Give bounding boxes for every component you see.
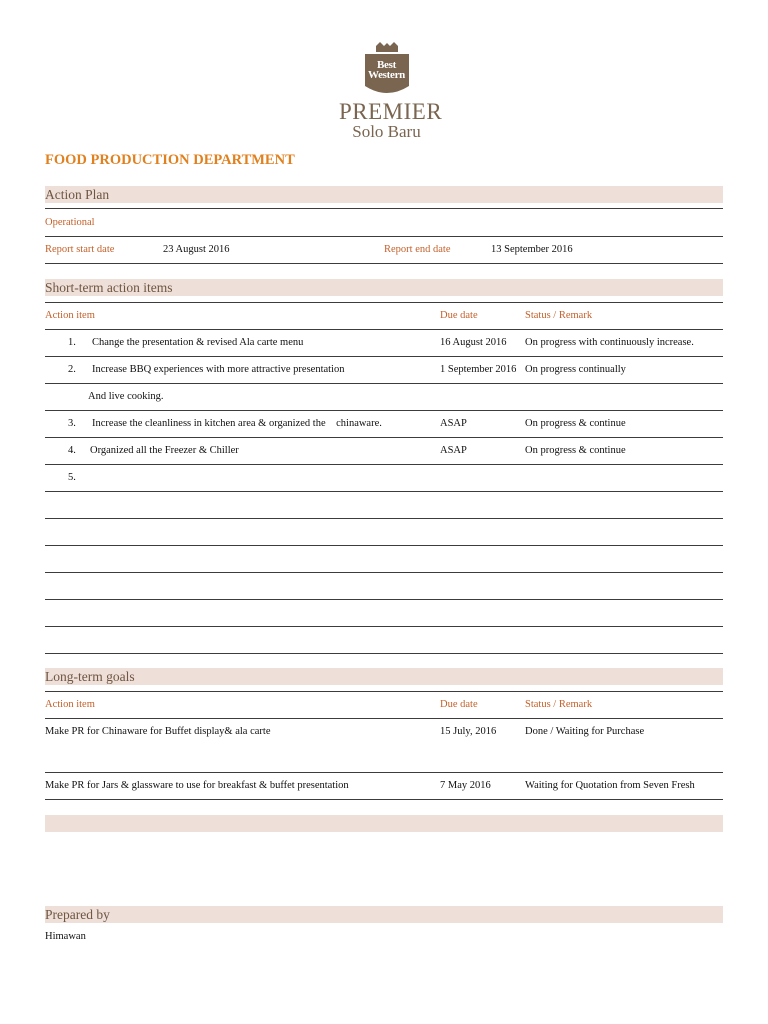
crest-line-1: Best: [377, 59, 396, 71]
report-end-label: Report end date: [384, 244, 451, 255]
long-term-col-due: Due date: [440, 699, 478, 710]
short-term-col-item: Action item: [45, 310, 95, 321]
short-term-row-num: 3.: [68, 418, 76, 429]
hotel-logo: [339, 42, 443, 141]
divider: [45, 599, 723, 600]
divider: [45, 653, 723, 654]
divider: [45, 263, 723, 264]
divider: [45, 799, 723, 800]
divider: [45, 383, 723, 384]
plan-type-label: Operational: [45, 217, 95, 228]
crest-line-2: Western: [367, 69, 405, 81]
short-term-row-num: 5.: [68, 472, 76, 483]
short-term-row-item: Increase BBQ experiences with more attractive presentation: [92, 364, 345, 375]
report-end-value: 13 September 2016: [491, 244, 573, 255]
long-term-row-due: 7 May 2016: [440, 780, 491, 791]
crest-icon: [362, 42, 412, 98]
divider: [45, 208, 723, 209]
section-prepared-by: Prepared by: [45, 906, 723, 923]
short-term-row-item: And live cooking.: [88, 391, 164, 402]
long-term-col-status: Status / Remark: [525, 699, 593, 710]
long-term-row-due: 15 July, 2016: [440, 726, 497, 737]
divider: [45, 545, 723, 546]
short-term-row-due: 1 September 2016: [440, 364, 517, 375]
long-term-row-item: Make PR for Jars & glassware to use for breakfast & buffet presentation: [45, 780, 349, 791]
report-start-value: 23 August 2016: [163, 244, 230, 255]
short-term-row-item: Organized all the Freezer & Chiller: [90, 445, 239, 456]
long-term-row-status: Done / Waiting for Purchase: [525, 726, 645, 737]
divider: [45, 691, 723, 692]
long-term-row-item: Make PR for Chinaware for Buffet display& ala carte: [45, 726, 271, 737]
divider: [45, 329, 723, 330]
divider: [45, 572, 723, 573]
brand-location: Solo Baru: [352, 122, 421, 141]
brand-name: PREMIER: [339, 99, 443, 124]
long-term-col-item: Action item: [45, 699, 95, 710]
short-term-row-num: 4.: [68, 445, 76, 456]
divider: [45, 437, 723, 438]
department-title: FOOD PRODUCTION DEPARTMENT: [45, 152, 295, 168]
short-term-row-status: On progress & continue: [525, 445, 626, 456]
preparer-name: Himawan: [45, 931, 86, 942]
short-term-row-item: Increase the cleanliness in kitchen area & organized the chinaware.: [92, 418, 382, 429]
short-term-row-due: ASAP: [440, 418, 467, 429]
short-term-col-status: Status / Remark: [525, 310, 593, 321]
divider: [45, 464, 723, 465]
short-term-row-due: 16 August 2016: [440, 337, 507, 348]
short-term-row-item: Change the presentation & revised Ala carte menu: [92, 337, 304, 348]
report-start-label: Report start date: [45, 244, 115, 255]
short-term-row-status: On progress with continuously increase.: [525, 337, 694, 348]
section-blank: [45, 815, 723, 832]
short-term-row-status: On progress & continue: [525, 418, 626, 429]
section-long-term: Long-term goals: [45, 668, 723, 685]
divider: [45, 236, 723, 237]
divider: [45, 410, 723, 411]
divider: [45, 626, 723, 627]
divider: [45, 356, 723, 357]
section-action-plan: Action Plan: [45, 186, 723, 203]
divider: [45, 491, 723, 492]
long-term-row-status: Waiting for Quotation from Seven Fresh: [525, 780, 695, 791]
section-short-term: Short-term action items: [45, 279, 723, 296]
short-term-row-num: 1.: [68, 337, 76, 348]
divider: [45, 302, 723, 303]
short-term-col-due: Due date: [440, 310, 478, 321]
divider: [45, 718, 723, 719]
divider: [45, 518, 723, 519]
short-term-row-num: 2.: [68, 364, 76, 375]
short-term-row-status: On progress continually: [525, 364, 626, 375]
divider: [45, 772, 723, 773]
short-term-row-due: ASAP: [440, 445, 467, 456]
